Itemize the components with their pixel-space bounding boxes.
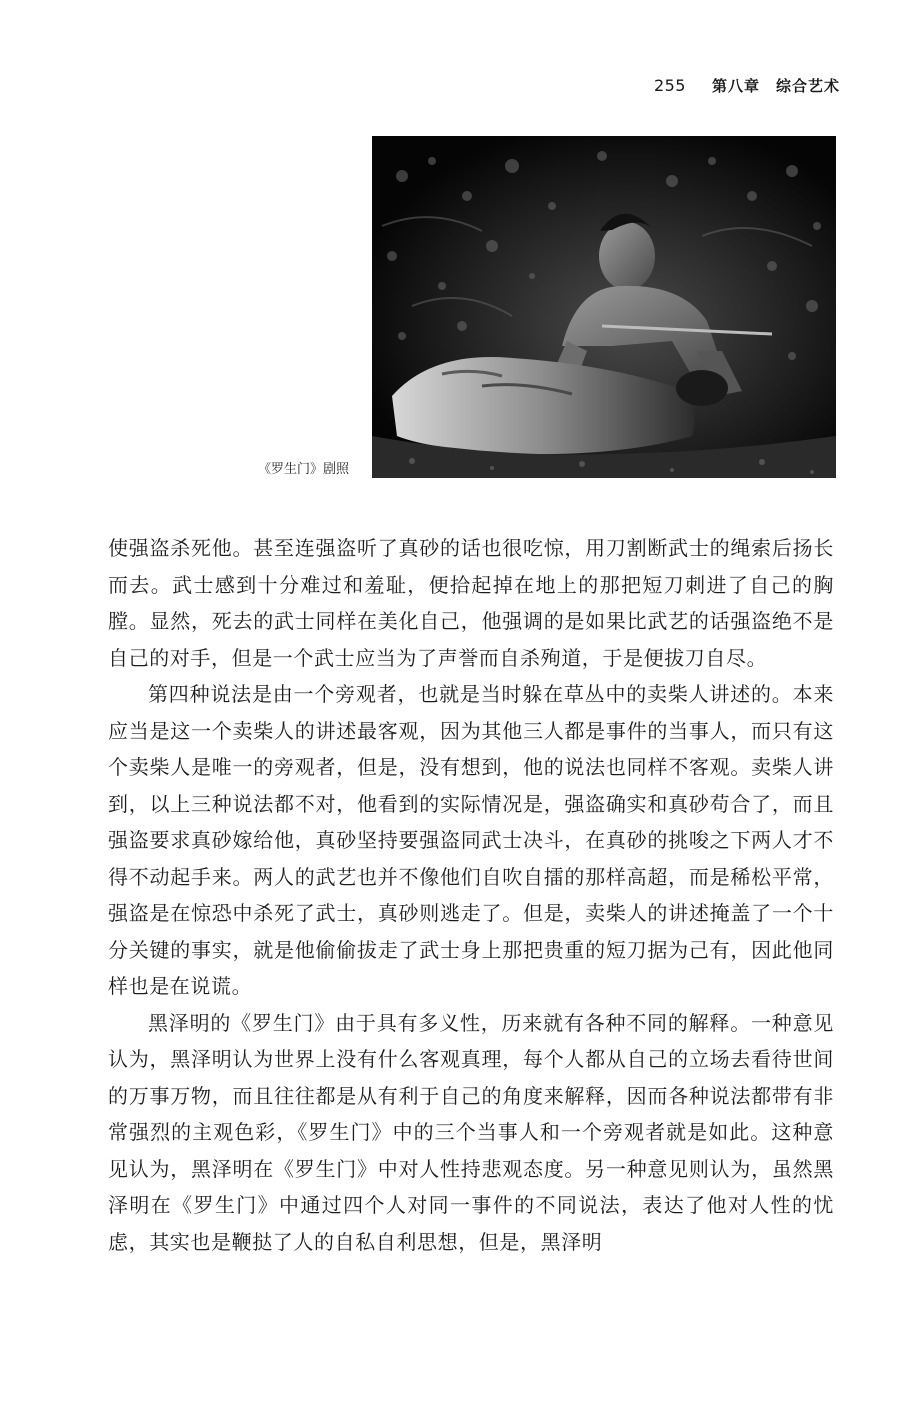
paragraph-1: 使强盗杀死他。甚至连强盗听了真砂的话也很吃惊，用刀割断武士的绳索后扬长而去。武士感到十分难过和羞耻，便拾起掉在地上的那把短刀刺进了自己的胸膛。显然，死去的武士同样在美化自己，他强调的是如果比武艺的话强盗绝不是自己的对手，但是一个武士应当为了声誉而自杀殉道，于是便拔刀自尽。 xyxy=(108,536,834,670)
figure-caption: 《罗生门》剧照 xyxy=(258,462,350,477)
paragraph-2: 第四种说法是由一个旁观者，也就是当时躲在草丛中的卖柴人讲述的。本来应当是这一个卖柴人的讲述最客观，因为其他三人都是事件的当事人，而只有这个卖柴人是唯一的旁观者，但是，没有想到，他的说法也同样不客观。卖柴人讲到，以上三种说法都不对，他看到的实际情况是，强盗确实和真砂苟合了，而且强盗要求真砂嫁给他，真砂坚持要强盗同武士决斗，在真砂的挑唆之下两人才不得不动起手来。两人的武艺也并不像他们自吹自擂的那样高超，而是稀松平常，强盗是在惊恐中杀死了武士，真砂则逃走了。但是，卖柴人的讲述掩盖了一个十分关键的事实，就是他偷偷拔走了武士身上那把贵重的短刀据为己有，因此他同样也是在说谎。 xyxy=(108,682,834,998)
chapter-title: 第八章 综合艺术 xyxy=(711,76,840,95)
film-still-image xyxy=(372,136,836,478)
body-text xyxy=(108,530,834,1260)
running-head xyxy=(560,72,840,98)
page-number: 255 xyxy=(653,75,686,95)
paragraph-3: 黑泽明的《罗生门》由于具有多义性，历来就有各种不同的解释。一种意见认为，黑泽明认为世界上没有什么客观真理，每个人都从自己的立场去看待世间的万事万物，而且往往都是从有利于自己的角度来解释，因而各种说法都带有非常强烈的主观色彩，《罗生门》中的三个当事人和一个旁观者就是如此。这种意见认为，黑泽明在《罗生门》中对人性持悲观态度。另一种意见则认为，虽然黑泽明在《罗生门》中通过四个人对同一事件的不同说法，表达了他对人性的忧虑，其实也是鞭挞了人的自私自利思想，但是，黑泽明 xyxy=(108,1010,834,1254)
